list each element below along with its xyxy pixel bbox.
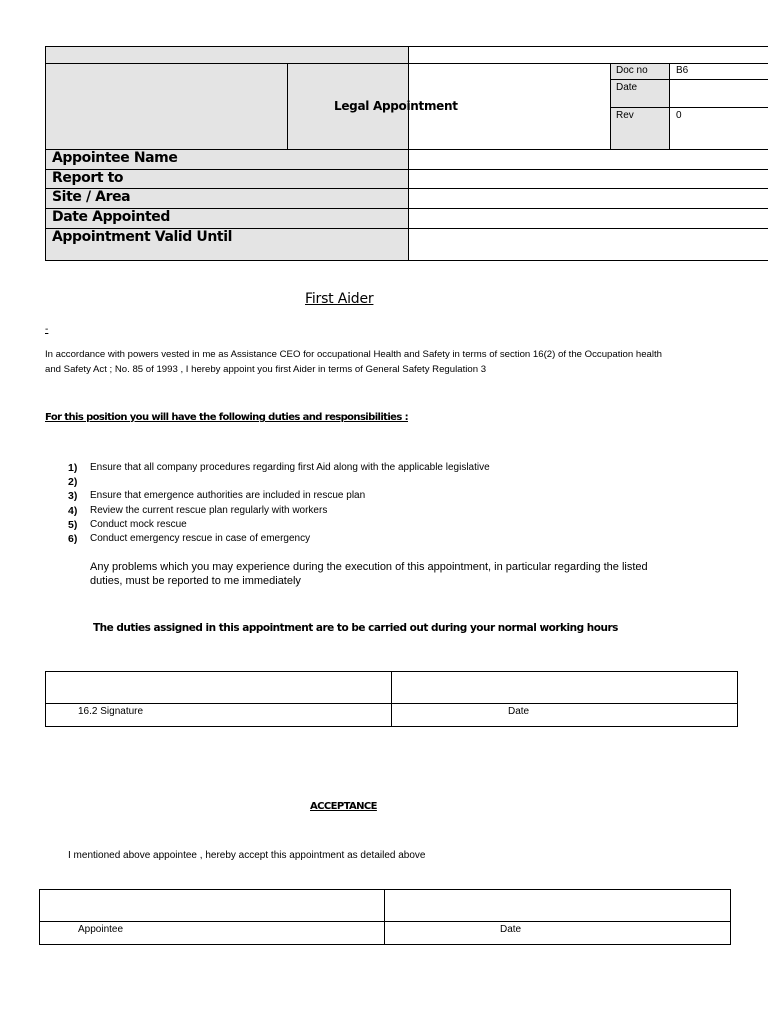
duty-item: 3) Ensure that emergence authorities are included in rescue plan — [68, 490, 366, 503]
field-label-site-area: Site / Area — [52, 189, 131, 205]
date-label: Date — [616, 82, 638, 93]
appointment-title: First Aider — [305, 291, 374, 307]
header-top-strip — [45, 46, 409, 64]
duties-heading: For this position you will have the following duties and responsibilities : — [45, 412, 408, 423]
acceptance-date-field[interactable] — [385, 890, 730, 921]
problems-line-1: Any problems which you may experience during the execution of this appointment, in particular regarding the listed — [90, 561, 648, 573]
problems-line-2: duties, must be reported to me immediately — [90, 575, 301, 587]
duty-item: 2) — [68, 476, 78, 489]
rev-value: 0 — [676, 110, 682, 121]
duty-item: 6) Conduct emergency rescue in case of emergency — [68, 532, 311, 545]
doc-no-label: Doc no — [616, 65, 648, 76]
working-hours-note: The duties assigned in this appointment are to be carried out during your normal working hours — [93, 622, 618, 634]
duty-item: 5) Conduct mock rescue — [68, 518, 187, 531]
duty-item: 1) Ensure that all company procedures regarding first Aid along with the applicable legislative — [68, 462, 490, 474]
acceptance-title: ACCEPTANCE — [310, 801, 377, 812]
duties-list — [68, 461, 688, 546]
field-label-valid-until: Appointment Valid Until — [52, 229, 233, 245]
document-title: Legal Appointment — [334, 99, 458, 113]
field-label-date-appointed: Date Appointed — [52, 209, 171, 225]
header-top-right-cell — [408, 46, 768, 64]
signature-date-field[interactable] — [392, 672, 737, 703]
acceptance-statement: I mentioned above appointee , hereby accept this appointment as detailed above — [68, 850, 426, 861]
acceptance-date-label: Date — [500, 924, 522, 935]
rev-label: Rev — [616, 110, 634, 121]
signature-label: 16.2 Signature — [78, 706, 144, 717]
intro-line-1: In accordance with powers vested in me as Assistance CEO for occupational Health and Safety in terms of section 16(2) of the Occupation health — [45, 349, 662, 360]
field-label-report-to: Report to — [52, 170, 124, 186]
intro-line-2: and Safety Act ; No. 85 of 1993 , I hereby appoint you first Aider in terms of General Safety Regulation 3 — [45, 364, 487, 375]
appointee-label: Appointee — [78, 924, 124, 935]
doc-no-value: B6 — [676, 65, 689, 76]
duty-item: 4) Review the current rescue plan regularly with workers — [68, 504, 328, 517]
signature-field[interactable] — [46, 672, 391, 703]
signature-date-label: Date — [508, 706, 530, 717]
fields-value-column — [408, 149, 768, 261]
dash-mark: - — [45, 324, 49, 335]
header-left-cell — [45, 63, 288, 150]
appointee-signature-field[interactable] — [40, 890, 384, 921]
field-label-appointee-name: Appointee Name — [52, 150, 178, 166]
